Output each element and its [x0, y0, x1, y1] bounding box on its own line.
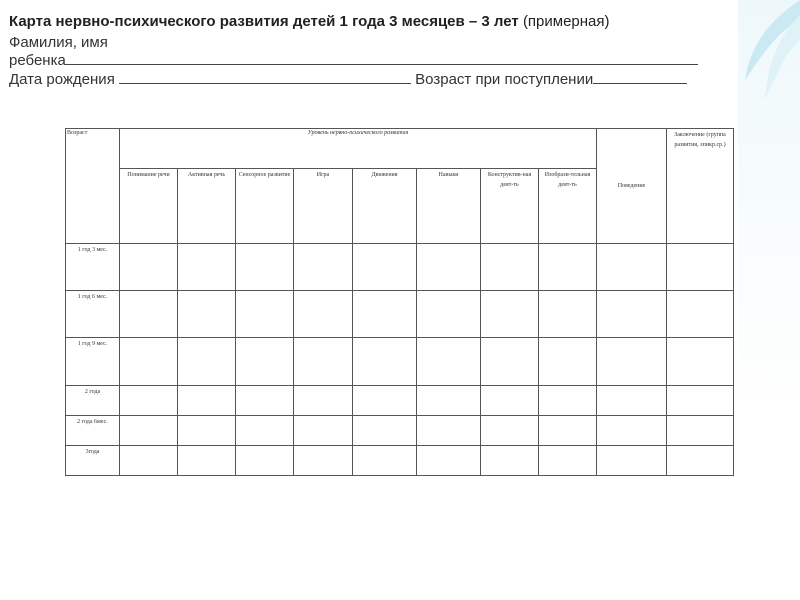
header-conclusion: Заключение (группа развития, эпикр.ср.) [667, 129, 734, 244]
table-row [66, 386, 734, 416]
table-row [66, 338, 734, 386]
header-level: Уровень нервно-психического развития [120, 129, 597, 169]
subheader-active-speech: Активная речь [178, 169, 236, 244]
row-age: 2 года 6мес. [66, 416, 120, 446]
subheader-sensory: Сенсорное развитие [236, 169, 294, 244]
page-title [9, 13, 610, 30]
table-row [66, 446, 734, 476]
title-note: (примерная) [522, 13, 610, 30]
child-line: ребенка [9, 52, 698, 69]
header-age: Возраст [66, 129, 120, 244]
row-age: 1 год 9 мес. [66, 338, 120, 386]
subheader-play: Игра [294, 169, 353, 244]
table-row [66, 416, 734, 446]
title-bold: Карта нервно-психического развития детей 1 года 3 месяцев – 3 лет [9, 13, 519, 30]
subheader-constructive: Конструктив-ная деят-ть [481, 169, 539, 244]
subheader-movement: Движения [353, 169, 417, 244]
row-age: 1 год 3 мес. [66, 244, 120, 291]
subheader-visual-art: Изобрази-тельная деят-ть [539, 169, 597, 244]
birth-line: Дата рождения Возраст при поступлении [9, 71, 687, 88]
table-row [66, 244, 734, 291]
child-name-field[interactable] [66, 52, 698, 65]
admission-age-field[interactable] [593, 71, 687, 84]
subheader-speech-understanding: Понимание речи [120, 169, 178, 244]
birth-date-field[interactable] [119, 71, 411, 84]
name-label: Фамилия, имя [9, 34, 108, 51]
subheader-skills: Навыки [417, 169, 481, 244]
development-table [65, 128, 734, 476]
table-row [66, 291, 734, 338]
row-age: 1 год 6 мес. [66, 291, 120, 338]
row-age: 2 года [66, 386, 120, 416]
header-behavior: Поведение [597, 129, 667, 244]
row-age: 3года [66, 446, 120, 476]
